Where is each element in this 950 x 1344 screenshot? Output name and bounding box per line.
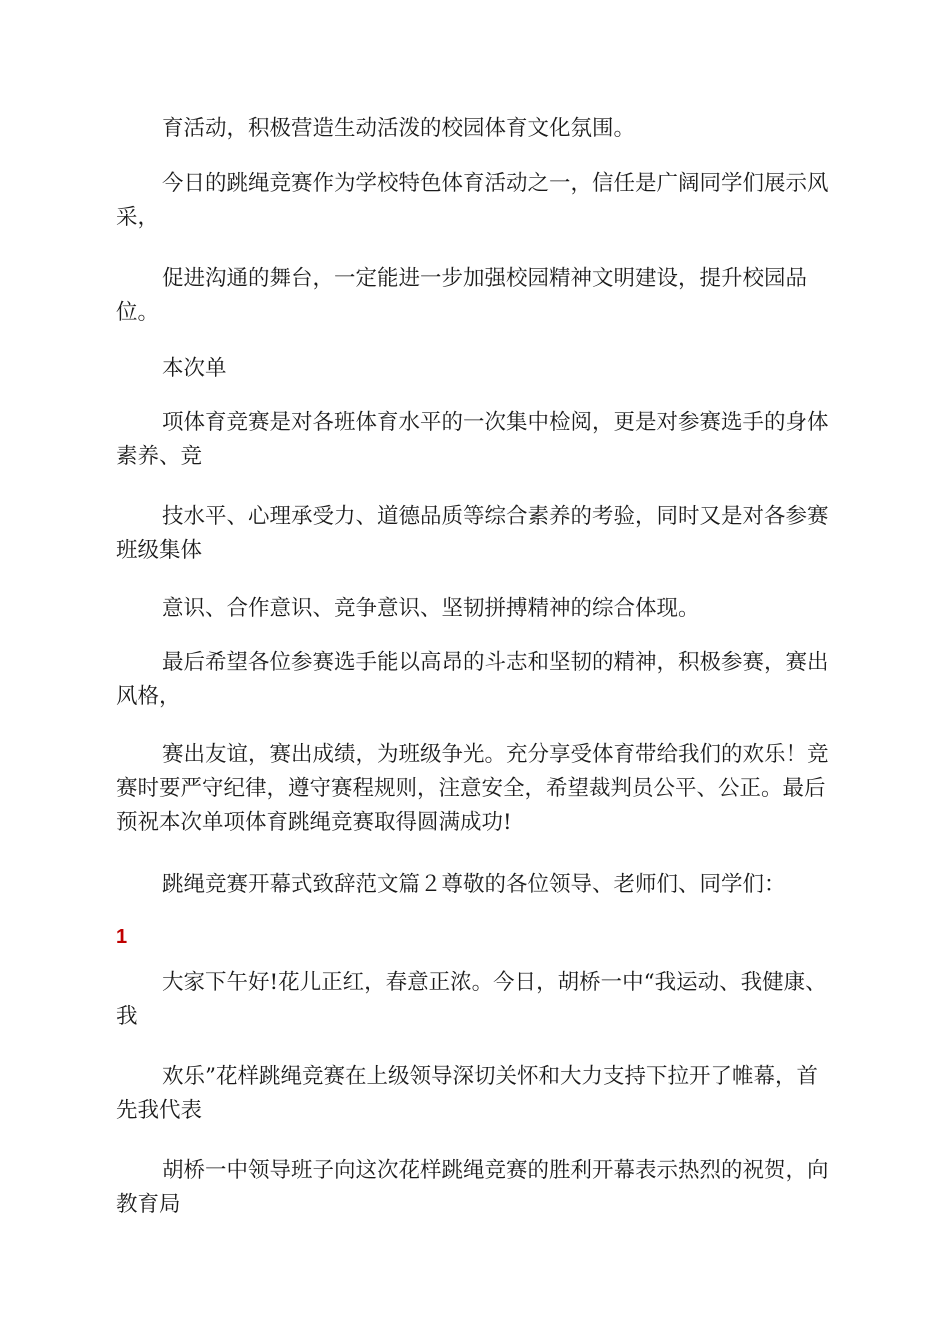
paragraph-8: 最后希望各位参赛选手能以高昂的斗志和坚韧的精神，积极参赛，赛出风格， xyxy=(116,650,829,709)
paragraph-10: 跳绳竞赛开幕式致辞范文篇２尊敬的各位领导、老师们、同学们： xyxy=(162,872,786,897)
paragraph-5: 项体育竞赛是对各班体育水平的一次集中检阅，更是对参赛选手的身体素养、竞 xyxy=(116,410,829,469)
paragraph-11: 大家下午好!花儿正红，春意正浓。今日，胡桥一中“我运动、我健康、我 xyxy=(116,970,827,1029)
paragraph-4: 本次单 xyxy=(162,356,227,381)
paragraph-9: 赛出友谊，赛出成绩，为班级争光。充分享受体育带给我们的欢乐！竞赛时要严守纪律，遵守赛程规则，注意安全，希望裁判员公平、公正。最后预祝本次单项体育跳绳竞赛取得圆满成功! xyxy=(116,742,829,835)
paragraph-1: 育活动，积极营造生动活泼的校园体育文化氛围。 xyxy=(162,116,636,141)
paragraph-2: 今日的跳绳竞赛作为学校特色体育活动之一，信任是广阔同学们展示风采， xyxy=(116,171,829,230)
paragraph-7: 意识、合作意识、竞争意识、坚韧拼搏精神的综合体现。 xyxy=(162,596,700,621)
paragraph-6: 技水平、心理承受力、道德品质等综合素养的考验，同时又是对各参赛班级集体 xyxy=(116,504,829,563)
paragraph-3: 促进沟通的舞台，一定能进一步加强校园精神文明建设，提升校园品位。 xyxy=(116,266,808,325)
paragraph-12: 欢乐”花样跳绳竞赛在上级领导深切关怀和大力支持下拉开了帷幕，首先我代表 xyxy=(116,1064,818,1123)
paragraph-13: 胡桥一中领导班子向这次花样跳绳竞赛的胜利开幕表示热烈的祝贺，向教育局 xyxy=(116,1158,829,1217)
page-marker: 1 xyxy=(116,926,128,948)
